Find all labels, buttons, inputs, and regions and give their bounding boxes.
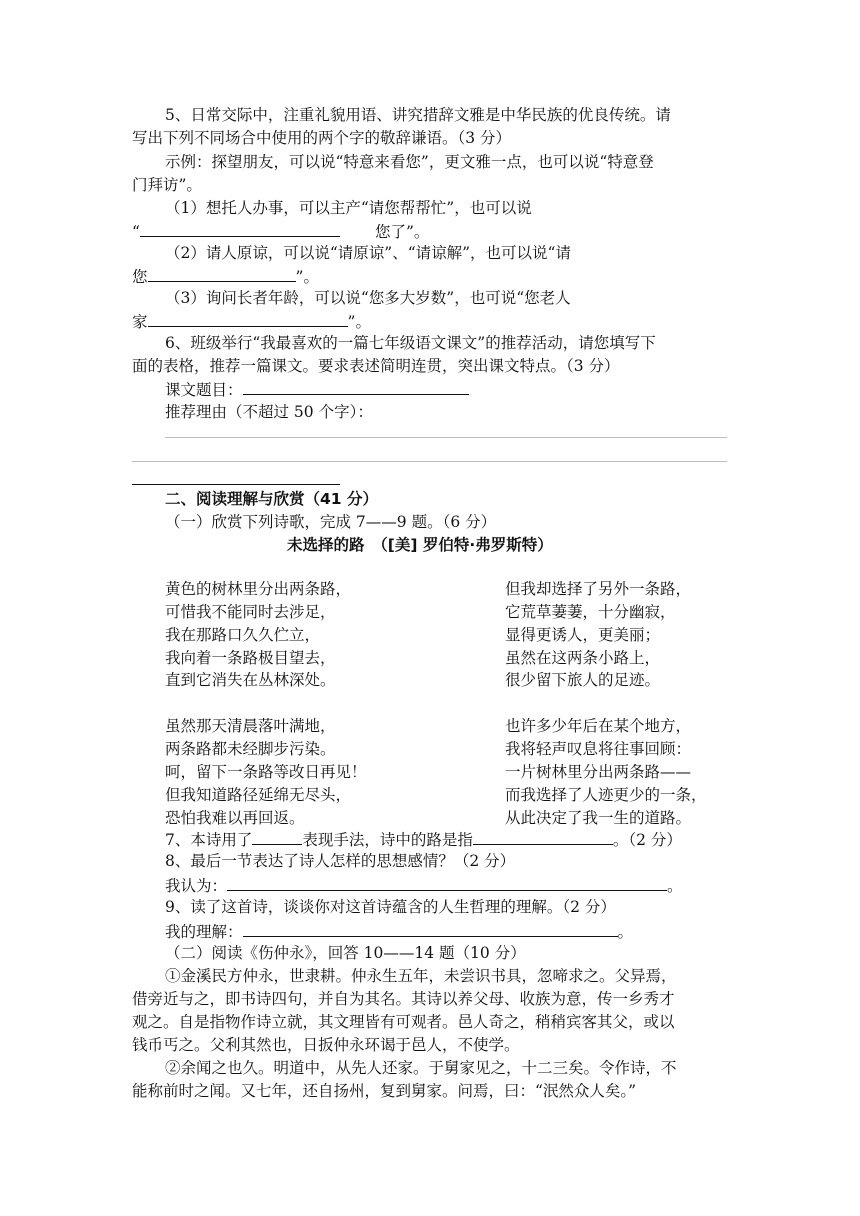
part2-heading: （二）阅读《伤仲永》，回答 10——14 题（10 分） <box>165 944 526 962</box>
q6-title-label: 课文题目： <box>165 381 243 399</box>
q5-item2-line2 <box>132 265 319 287</box>
poem-line: 虽然在这两条小路上， <box>505 649 661 667</box>
q5-item3-line2 <box>132 310 371 332</box>
section2-part1-heading: （一）欣赏下列诗歌，完成 7——9 题。（6 分） <box>165 513 497 531</box>
poem-line: 我向着一条路极目望去， <box>165 649 336 667</box>
q6-reason-label: 推荐理由（不超过 50 个字）： <box>165 403 373 421</box>
poem-line: 呵，留下一条路等改日再见！ <box>165 763 367 781</box>
q7-middle: 表现手法，诗中的路是指 <box>302 831 473 849</box>
q9-answer-label: 我的理解： <box>165 923 243 941</box>
section2-heading: 二、阅读理解与欣赏（41 分） <box>165 490 378 508</box>
passage-line: 能称前时之闻。又七年，还自扬州，复到舅家。问焉，曰：“泯然众人矣。” <box>132 1082 637 1100</box>
poem-title: 未选择的路 （[美] 罗伯特·弗罗斯特） <box>287 536 553 554</box>
q5-item2-suffix: ”。 <box>295 268 319 286</box>
q8-answer-blank[interactable] <box>227 874 667 891</box>
q9-answer-blank[interactable] <box>243 920 618 937</box>
q8-question: 8、最后一节表达了诗人怎样的思想感情？（2 分） <box>165 852 516 870</box>
poem-line: 一片树林里分出两条路—— <box>505 763 692 781</box>
q6-title-row <box>165 378 469 400</box>
q5-item3-line1: （3）询问长者年龄，可以说“您多大岁数”，也可说“您老人 <box>165 289 571 307</box>
q8-answer-row <box>165 874 683 896</box>
passage-line: 观之。自是指物作诗立就，其文理皆有可观者。邑人奇之，稍稍宾客其父，或以 <box>132 1013 675 1031</box>
q9-answer-row <box>165 920 633 942</box>
poem-line: 两条路都未经脚步污染。 <box>165 740 336 758</box>
q5-line2: 写出下列不同场合中使用的两个字的敬辞谦语。（3 分） <box>132 129 512 147</box>
q6-line2: 面的表格，推荐一篇课文。要求表述简明连贯，突出课文特点。（3 分） <box>132 357 620 375</box>
q5-item2-blank[interactable] <box>148 265 296 282</box>
poem-line: 恐怕我难以再回返。 <box>165 809 305 827</box>
q6-line1: 6、班级举行“我最喜欢的一篇七年级语文课文”的推荐活动，请您填写下 <box>165 334 656 352</box>
poem-line: 但我知道路径延绵无尽头， <box>165 786 352 804</box>
q9-answer-end: 。 <box>617 923 634 941</box>
q5-item2-prefix: 您 <box>132 268 148 286</box>
passage-line: 借旁近与之，即书诗四句，并自为其名。其诗以养父母、收族为意，传一乡秀才 <box>132 990 675 1008</box>
poem-line: 我在那路口久久伫立， <box>165 626 321 644</box>
answer-rule[interactable] <box>132 461 727 462</box>
poem-line: 它荒草萋萋，十分幽寂， <box>505 603 676 621</box>
answer-rule[interactable] <box>165 437 727 438</box>
q7-blank-road-meaning[interactable] <box>473 828 613 845</box>
q5-item1-suffix: 您了”。 <box>374 223 430 241</box>
q7-row <box>165 828 682 850</box>
q5-example-line2: 门拜访”。 <box>132 176 202 194</box>
q5-item1-line1: （1）想托人办事，可以主产“请您帮帮忙”，也可以说 <box>165 199 532 217</box>
poem-line: 显得更诱人，更美丽； <box>505 626 661 644</box>
q5-item1-line2 <box>132 220 429 242</box>
poem-line: 黄色的树林里分出两条路， <box>165 580 352 598</box>
passage-line: ①金溪民方仲永，世隶耕。仲永生五年，未尝识书具，忽啼求之。父异焉， <box>165 967 677 985</box>
q9-question: 9、读了这首诗，谈谈你对这首诗蕴含的人生哲理的理解。（2 分） <box>165 898 616 916</box>
passage-line: ②余闻之也久。明道中，从先人还家。于舅家见之，十二三矣。令作诗，不 <box>165 1059 677 1077</box>
poem-line: 虽然那天清晨落叶满地， <box>165 717 336 735</box>
poem-line: 也许多少年后在某个地方， <box>505 717 692 735</box>
q7-prefix: 7、本诗用了 <box>165 831 253 849</box>
q7-blank-technique[interactable] <box>252 828 302 845</box>
poem-line: 从此决定了我一生的道路。 <box>505 809 692 827</box>
q5-line1: 5、日常交际中，注重礼貌用语、讲究措辞文雅是中华民族的优良传统。请 <box>165 106 671 124</box>
q5-item3-blank[interactable] <box>148 310 348 327</box>
q7-suffix: 。（2 分） <box>612 831 682 849</box>
q8-answer-end: 。 <box>667 877 683 895</box>
q8-answer-label: 我认为： <box>165 877 228 895</box>
poem-line: 但我却选择了另外一条路， <box>505 580 692 598</box>
poem-line: 直到它消失在丛林深处。 <box>165 671 336 689</box>
q5-item1-prefix: “ <box>132 223 140 241</box>
q5-item1-blank[interactable] <box>140 220 340 237</box>
q5-item3-suffix: ”。 <box>347 313 371 331</box>
poem-line: 很少留下旅人的足迹。 <box>505 671 661 689</box>
poem-line: 可惜我不能同时去涉足， <box>165 603 336 621</box>
q6-title-blank[interactable] <box>243 378 469 395</box>
poem-line: 我将轻声叹息将往事回顾： <box>505 740 692 758</box>
q5-item2-line1: （2）请人原谅，可以说“请原谅”、“请谅解”，也可以说“请 <box>165 244 571 262</box>
q5-item3-prefix: 家 <box>132 313 148 331</box>
poem-line: 而我选择了人迹更少的一条， <box>505 786 707 804</box>
passage-line: 钱币丐之。父利其然也，日扳仲永环谒于邑人，不使学。 <box>132 1036 520 1054</box>
section-separator <box>132 484 340 485</box>
q5-example-line1: 示例：探望朋友，可以说“特意来看您”，更文雅一点，也可以说“特意登 <box>165 153 654 171</box>
